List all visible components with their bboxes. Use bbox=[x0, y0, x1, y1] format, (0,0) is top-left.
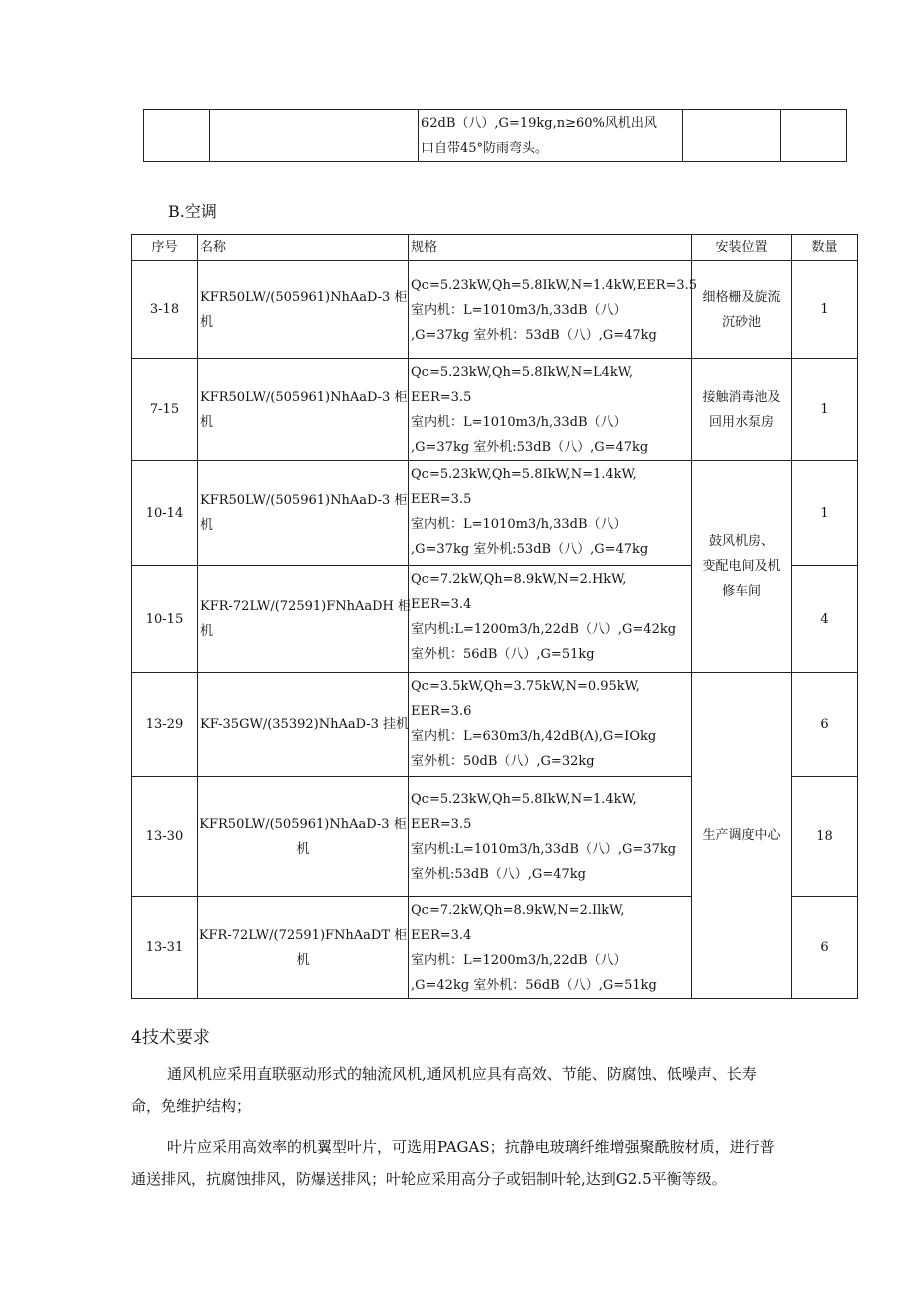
row-qty: 1 bbox=[792, 261, 858, 359]
spec-line: EER=3.5 bbox=[411, 817, 472, 832]
spec-line: 室内机:L=1200m3/h,22dB（八）,G=42kg bbox=[411, 622, 677, 637]
location-line: 生产调度中心 bbox=[702, 828, 781, 843]
location-line: 变配电间及机 bbox=[702, 559, 781, 574]
row-name bbox=[198, 673, 409, 777]
row-no: 7-15 bbox=[132, 359, 198, 461]
row-spec bbox=[409, 777, 692, 897]
paragraph bbox=[131, 1058, 861, 1122]
row-name bbox=[198, 461, 409, 566]
spec-line: 室外机：56dB（八）,G=51kg bbox=[411, 647, 595, 662]
table-header-row bbox=[132, 235, 858, 261]
row-qty: 6 bbox=[792, 897, 858, 999]
location-line: 接触消毒池及 bbox=[702, 389, 781, 405]
row-name bbox=[198, 566, 409, 673]
row-name bbox=[198, 777, 409, 897]
row-spec bbox=[409, 897, 692, 999]
table-cell bbox=[144, 110, 210, 162]
table-row bbox=[132, 359, 858, 461]
name-line: 机 bbox=[200, 518, 214, 533]
paragraph-line: 通风机应采用直联驱动形式的轴流风机,通风机应具有高效、节能、防腐蚀、低噪声、长寿 bbox=[167, 1065, 757, 1083]
name-line: KFR50LW/(505961)NhAaD-3 柜 bbox=[200, 289, 408, 305]
spec-line: 室外机：50dB（八）,G=32kg bbox=[411, 754, 595, 769]
paragraph-line: 命，免维护结构； bbox=[131, 1097, 252, 1115]
row-spec bbox=[409, 461, 692, 566]
paragraph-line: 叶片应采用高效率的机翼型叶片，可选用PAGAS；抗静电玻璃纤维增强聚酰胺材质，进行普 bbox=[167, 1138, 775, 1156]
header-spec: 规格 bbox=[409, 235, 692, 261]
spec-line: 室内机:L=1010m3/h,33dB（八）,G=37kg bbox=[411, 842, 677, 857]
row-name bbox=[198, 359, 409, 461]
name-line: 机 bbox=[200, 314, 214, 330]
paragraph bbox=[131, 1131, 861, 1195]
name-line: KF-35GW/(35392)NhAaD-3 挂机 bbox=[200, 717, 410, 732]
name-line: 机 bbox=[296, 841, 310, 857]
paragraph-line: 通送排风，抗腐蚀排风，防爆送排风；叶轮应采用高分子或铝制叶轮,达到G2.5平衡等级。 bbox=[131, 1170, 727, 1188]
table-row bbox=[132, 461, 858, 566]
spec-line: 口自带45°防雨弯头。 bbox=[421, 141, 549, 156]
table-cell bbox=[683, 110, 781, 162]
table-cell bbox=[781, 110, 847, 162]
table-cell bbox=[210, 110, 419, 162]
row-qty: 1 bbox=[792, 359, 858, 461]
spec-line: EER=3.5 bbox=[411, 492, 472, 507]
spec-line: Qc=7.2kW,Qh=8.9kW,N=2.HkW, bbox=[411, 572, 627, 587]
location-line: 回用水泵房 bbox=[708, 414, 774, 430]
location-line: 修车间 bbox=[721, 584, 761, 599]
spec-line: Qc=7.2kW,Qh=8.9kW,N=2.IlkW, bbox=[411, 903, 625, 918]
spec-line: 室外机:53dB（八）,G=47kg bbox=[411, 867, 586, 882]
header-name: 名称 bbox=[198, 235, 409, 261]
row-qty: 4 bbox=[792, 566, 858, 673]
table-row bbox=[144, 110, 847, 162]
row-name bbox=[198, 261, 409, 359]
location-line: 沉砂池 bbox=[721, 314, 761, 330]
spec-line: Qc=5.23kW,Qh=5.8IkW,N=L4kW, bbox=[411, 365, 633, 380]
name-line: KFR-72LW/(72591)FNhAaDH 柜 bbox=[200, 599, 411, 614]
table-row bbox=[132, 261, 858, 359]
ac-table bbox=[131, 234, 858, 999]
spec-line: EER=3.4 bbox=[411, 597, 472, 612]
spec-line: ,G=37kg 室外机:53dB（八）,G=47kg bbox=[411, 542, 649, 557]
row-spec bbox=[409, 261, 698, 359]
name-line: KFR50LW/(505961)NhAaD-3 柜 bbox=[199, 816, 407, 832]
row-no: 13-31 bbox=[132, 897, 198, 999]
row-location bbox=[692, 359, 792, 461]
spec-line: 室内机：L=630m3/h,42dB(Λ),G=IOkg bbox=[411, 729, 657, 744]
location-line: 细格栅及旋流 bbox=[702, 289, 781, 305]
header-qty: 数量 bbox=[792, 235, 858, 261]
spec-line: 室内机：L=1010m3/h,33dB（八） bbox=[411, 415, 627, 430]
name-line: 机 bbox=[200, 414, 214, 430]
spec-line: 室内机：L=1200m3/h,22dB（八） bbox=[411, 953, 627, 968]
spec-line: Qc=5.23kW,Qh=5.8IkW,N=1.4kW, bbox=[411, 792, 637, 807]
row-qty: 6 bbox=[792, 673, 858, 777]
spec-line: 室内机：L=1010m3/h,33dB（八） bbox=[411, 302, 627, 318]
header-no: 序号 bbox=[132, 235, 198, 261]
spec-line: EER=3.6 bbox=[411, 704, 472, 719]
name-line: 机 bbox=[200, 624, 214, 639]
name-line: 机 bbox=[296, 952, 310, 968]
name-line: KFR50LW/(505961)NhAaD-3 柜 bbox=[200, 493, 408, 508]
row-qty: 18 bbox=[792, 777, 858, 897]
row-location bbox=[692, 261, 792, 359]
section-b-title: B.空调 bbox=[168, 202, 217, 221]
spec-line: 62dB（八）,G=19kg,n≥60%风机出风 bbox=[421, 116, 657, 131]
row-no: 10-14 bbox=[132, 461, 198, 566]
table-row bbox=[132, 673, 858, 777]
name-line: KFR50LW/(505961)NhAaD-3 柜 bbox=[200, 389, 408, 405]
spec-line: ,G=37kg 室外机:53dB（八）,G=47kg bbox=[411, 440, 649, 455]
spec-line: 室内机：L=1010m3/h,33dB（八） bbox=[411, 517, 627, 532]
row-spec bbox=[409, 566, 692, 673]
row-spec bbox=[409, 673, 692, 777]
row-spec bbox=[409, 359, 692, 461]
merged-location-control-center bbox=[692, 673, 792, 999]
row-no: 3-18 bbox=[132, 261, 198, 359]
spec-line: ,G=42kg 室外机：56dB（八）,G=51kg bbox=[411, 978, 657, 993]
spec-line: Qc=5.23kW,Qh=5.8IkW,N=1.4kW,EER=3.5 bbox=[411, 277, 698, 293]
spec-line: ,G=37kg 室外机：53dB（八）,G=47kg bbox=[411, 327, 657, 343]
spec-line: Qc=3.5kW,Qh=3.75kW,N=0.95kW, bbox=[411, 679, 640, 694]
merged-location-fan-room bbox=[692, 461, 792, 673]
header-location: 安装位置 bbox=[692, 235, 792, 261]
section-4-title: 4技术要求 bbox=[131, 1028, 210, 1048]
row-no: 10-15 bbox=[132, 566, 198, 673]
spec-line: EER=3.4 bbox=[411, 928, 472, 943]
location-line: 鼓风机房、 bbox=[708, 534, 774, 549]
row-name bbox=[198, 897, 409, 999]
row-qty: 1 bbox=[792, 461, 858, 566]
row-no: 13-29 bbox=[132, 673, 198, 777]
top-continuation-table bbox=[143, 109, 847, 162]
spec-cell bbox=[419, 110, 683, 162]
spec-line: Qc=5.23kW,Qh=5.8IkW,N=1.4kW, bbox=[411, 467, 637, 482]
name-line: KFR-72LW/(72591)FNhAaDT 柜 bbox=[198, 927, 408, 943]
spec-line: EER=3.5 bbox=[411, 390, 472, 405]
row-no: 13-30 bbox=[132, 777, 198, 897]
